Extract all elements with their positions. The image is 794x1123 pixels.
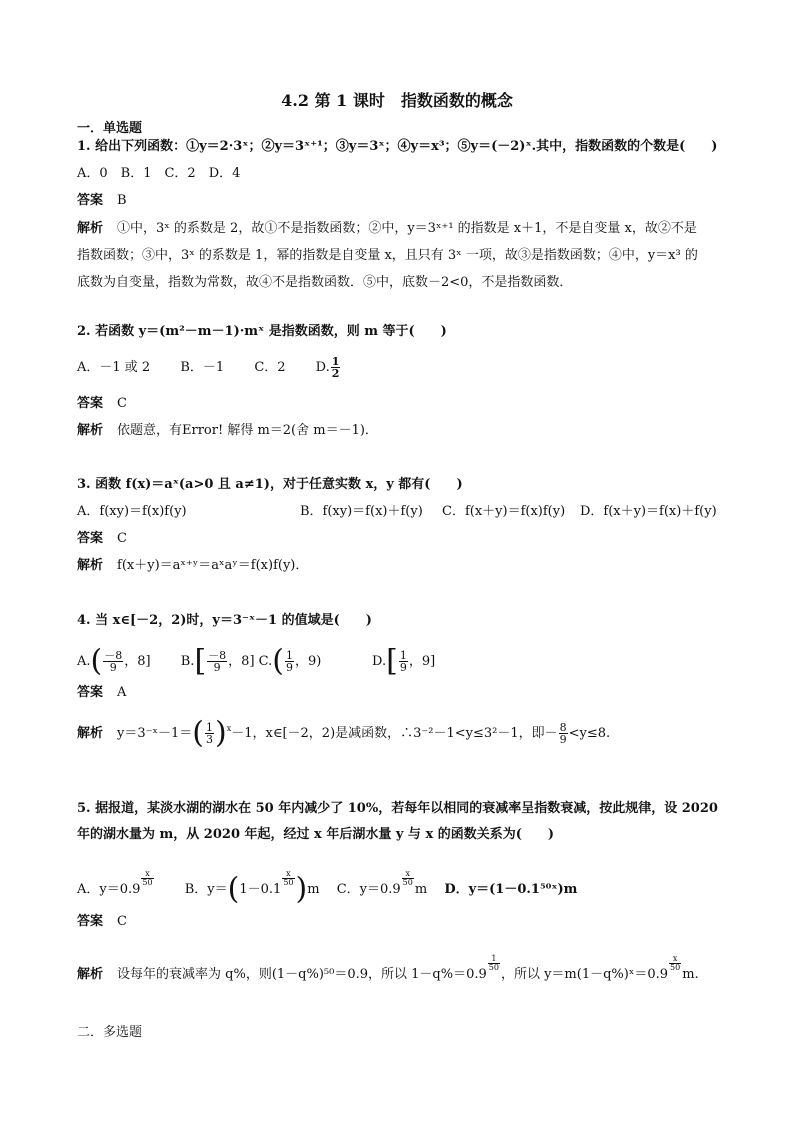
question-2-stem: 2. 若函数 y＝(m²－m－1)·mˣ 是指数函数，则 m 等于( )	[77, 324, 447, 339]
question-1-stem: 1. 给出下列函数：①y＝2·3ˣ；②y＝3ˣ⁺¹；③y＝3ˣ；④y＝x³；⑤y＝(－2)ˣ.其中，指数函数的个数是( )	[77, 139, 718, 154]
question-1-analysis-line-1: 解析 ①中，3ˣ 的系数是 2，故①不是指数函数；②中，y＝3ˣ⁺¹ 的指数是 x＋1，不是自变量 x，故②不是	[77, 221, 697, 236]
answer-label: 答案	[77, 193, 104, 208]
fraction: $\frac{-8}{9}$	[208, 649, 227, 674]
fraction: $\frac{1}{9}$	[286, 649, 293, 674]
answer-value: B	[117, 193, 127, 208]
question-5-analysis: 解析 设每年的衰减率为 q%，则(1－q%)⁵⁰＝0.9，所以 1－q%＝0.9 $^{\frac{1}{50}}$ ，所以 y＝m(1－q%)ˣ＝0.9 $^{\frac{x}{50}}$ m.	[77, 954, 699, 982]
question-1-analysis-line-3: 底数为自变量，指数为常数，故④不是指数函数．⑤中，底数－2<0，不是指数函数．	[77, 275, 573, 290]
question-2-answer: 答案 C	[77, 396, 127, 411]
question-4-analysis: 解析 y＝3⁻ˣ－1＝( $\frac{1}{3}$ )$^x$－1，x∈[－2，2)是减函数，∴3⁻²－1<y≤3²－1，即－ $\frac{8}{9}$ <y≤8.	[77, 715, 611, 751]
fraction: $\frac{8}{9}$	[559, 721, 567, 746]
fraction: $\frac{-8}{9}$	[104, 649, 123, 674]
question-3-option-a: A．f(xy)＝f(x)f(y)	[77, 504, 187, 519]
question-1-answer	[77, 192, 127, 210]
question-2-options: A．－1 或 2 B．－1 C．2 D. $\frac{1}{2}$	[77, 355, 340, 380]
section-single-choice: 一．单选题	[77, 121, 143, 136]
question-1-analysis-line-2: 指数函数；③中，3ˣ 的系数是 1，幂的指数是自变量 x，且只有 3ˣ 一项，故③是指数函数；④中，y＝x³ 的	[77, 248, 698, 263]
question-4-option-d: D.[ $\frac{1}{9}$ ，9]	[372, 643, 436, 679]
fraction: $\frac{1}{2}$	[331, 355, 340, 380]
fraction: $\frac{1}{9}$	[399, 649, 407, 674]
fraction: $\frac{1}{3}$	[206, 721, 213, 746]
question-3-option-b: B．f(xy)＝f(x)＋f(y)	[300, 504, 423, 519]
question-3-option-d: D．f(x＋y)＝f(x)＋f(y)	[580, 504, 717, 519]
page-title: 4.2 第 1 课时 指数函数的概念	[281, 91, 513, 110]
question-4-answer: 答案 A	[77, 685, 127, 700]
question-5-stem-line-2: 年的湖水量为 m，从 2020 年起，经过 x 年后湖水量 y 与 x 的函数关系为( )	[77, 827, 555, 842]
question-2-analysis: 解析 依题意，有Error! 解得 m＝2(舍 m＝－1)．	[77, 423, 378, 438]
question-4-stem: 4. 当 x∈[－2，2)时，y＝3⁻ˣ－1 的值域是( )	[77, 613, 372, 628]
section-multiple-choice: 二．多选题	[77, 1025, 143, 1040]
question-1-options: A．0 B．1 C．2 D．4	[77, 166, 241, 181]
question-3-stem: 3. 函数 f(x)＝aˣ(a>0 且 a≠1)，对于任意实数 x，y 都有( )	[77, 477, 463, 492]
question-3-answer: 答案 C	[77, 531, 127, 546]
analysis-label: 解析	[77, 221, 104, 236]
question-3-option-c: C．f(x＋y)＝f(x)f(y)	[442, 504, 566, 519]
question-5-answer: 答案 C	[77, 914, 127, 929]
question-4-options: A.( $\frac{-8}{9}$ ，8] B.[ $\frac{-8}{9}$ ，8] C.( $\frac{1}{9}$ ，9)	[77, 643, 322, 679]
question-5-stem-line-1: 5. 据报道，某淡水湖的湖水在 50 年内减少了 10%，若每年以相同的衰减率呈指数衰减，按此规律，设 2020	[77, 801, 718, 816]
question-3-analysis: 解析 f(x＋y)＝aˣ⁺ʸ＝aˣaʸ＝f(x)f(y)．	[77, 558, 309, 573]
question-5-options: A．y＝0.9 $^{\frac{x}{50}}$ B．y＝(1－0.1 $^{\frac{x}{50}}$ )m C．y＝0.9 $^{\frac{x}{50}}$ m D．y＝(1－0.1⁵⁰ˣ)m	[77, 869, 578, 907]
